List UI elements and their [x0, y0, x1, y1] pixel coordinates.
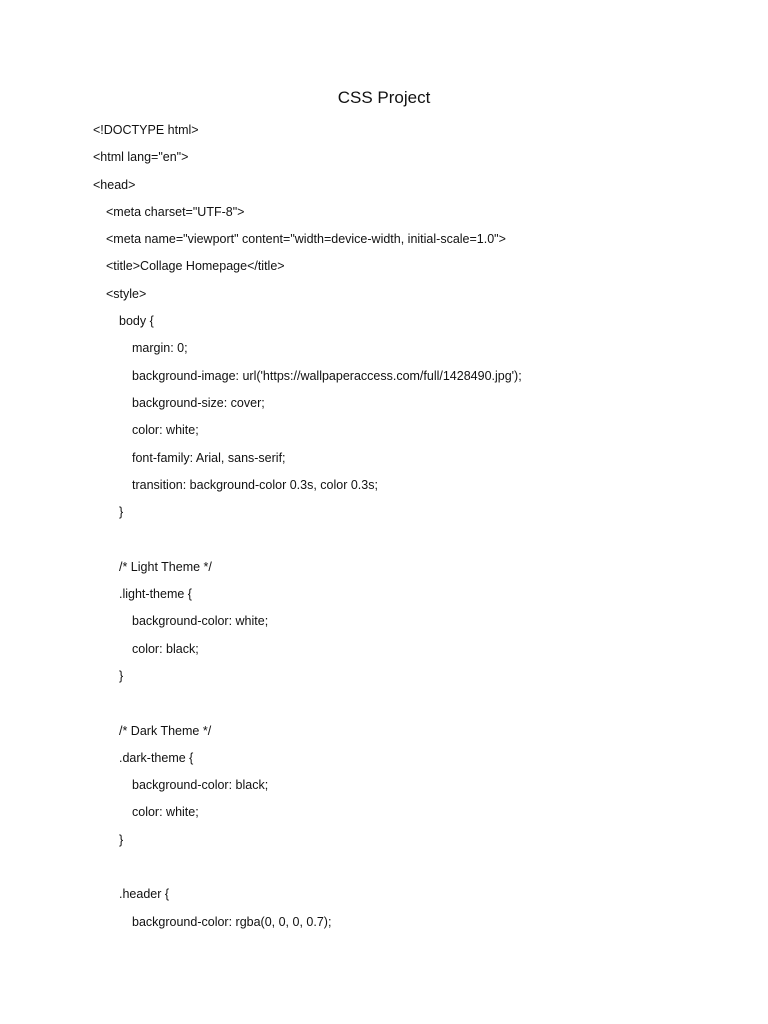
- blank-line: [93, 528, 728, 555]
- code-line: <meta name="viewport" content="width=device-width, initial-scale=1.0">: [106, 232, 506, 247]
- code-line: .header {: [119, 887, 170, 902]
- code-line: font-family: Arial, sans-serif;: [132, 450, 286, 465]
- code-line: <style>: [106, 286, 147, 301]
- code-line: color: white;: [132, 805, 199, 820]
- code-line: <!DOCTYPE html>: [93, 123, 199, 137]
- code-line: background-size: cover;: [132, 395, 265, 410]
- code-line: background-color: white;: [132, 614, 269, 629]
- blank-line: [93, 856, 728, 883]
- code-line: <html lang="en">: [93, 150, 189, 165]
- code-line: }: [119, 505, 124, 520]
- code-line: <meta charset="UTF-8">: [106, 204, 245, 219]
- code-line: color: white;: [132, 423, 199, 438]
- code-line: /* Light Theme */: [119, 559, 212, 574]
- code-line: body {: [119, 314, 154, 329]
- code-line: <title>Collage Homepage</title>: [106, 259, 285, 274]
- code-line: .dark-theme {: [119, 750, 194, 765]
- code-line: background-image: url('https://wallpaperaccess.com/full/1428490.jpg');: [132, 368, 522, 383]
- code-listing: [93, 119, 728, 938]
- code-line: background-color: rgba(0, 0, 0, 0.7);: [132, 914, 332, 929]
- code-line: }: [119, 668, 124, 683]
- code-line: color: black;: [132, 641, 199, 656]
- code-line: transition: background-color 0.3s, color 0.3s;: [132, 477, 378, 492]
- code-line: <head>: [93, 177, 136, 192]
- code-line: margin: 0;: [132, 341, 188, 356]
- code-line: }: [119, 832, 124, 847]
- code-line: background-color: black;: [132, 778, 269, 793]
- blank-line: [93, 692, 728, 719]
- code-line: /* Dark Theme */: [119, 723, 212, 738]
- code-line: .light-theme {: [119, 587, 192, 602]
- document-title: CSS Project: [337, 88, 431, 107]
